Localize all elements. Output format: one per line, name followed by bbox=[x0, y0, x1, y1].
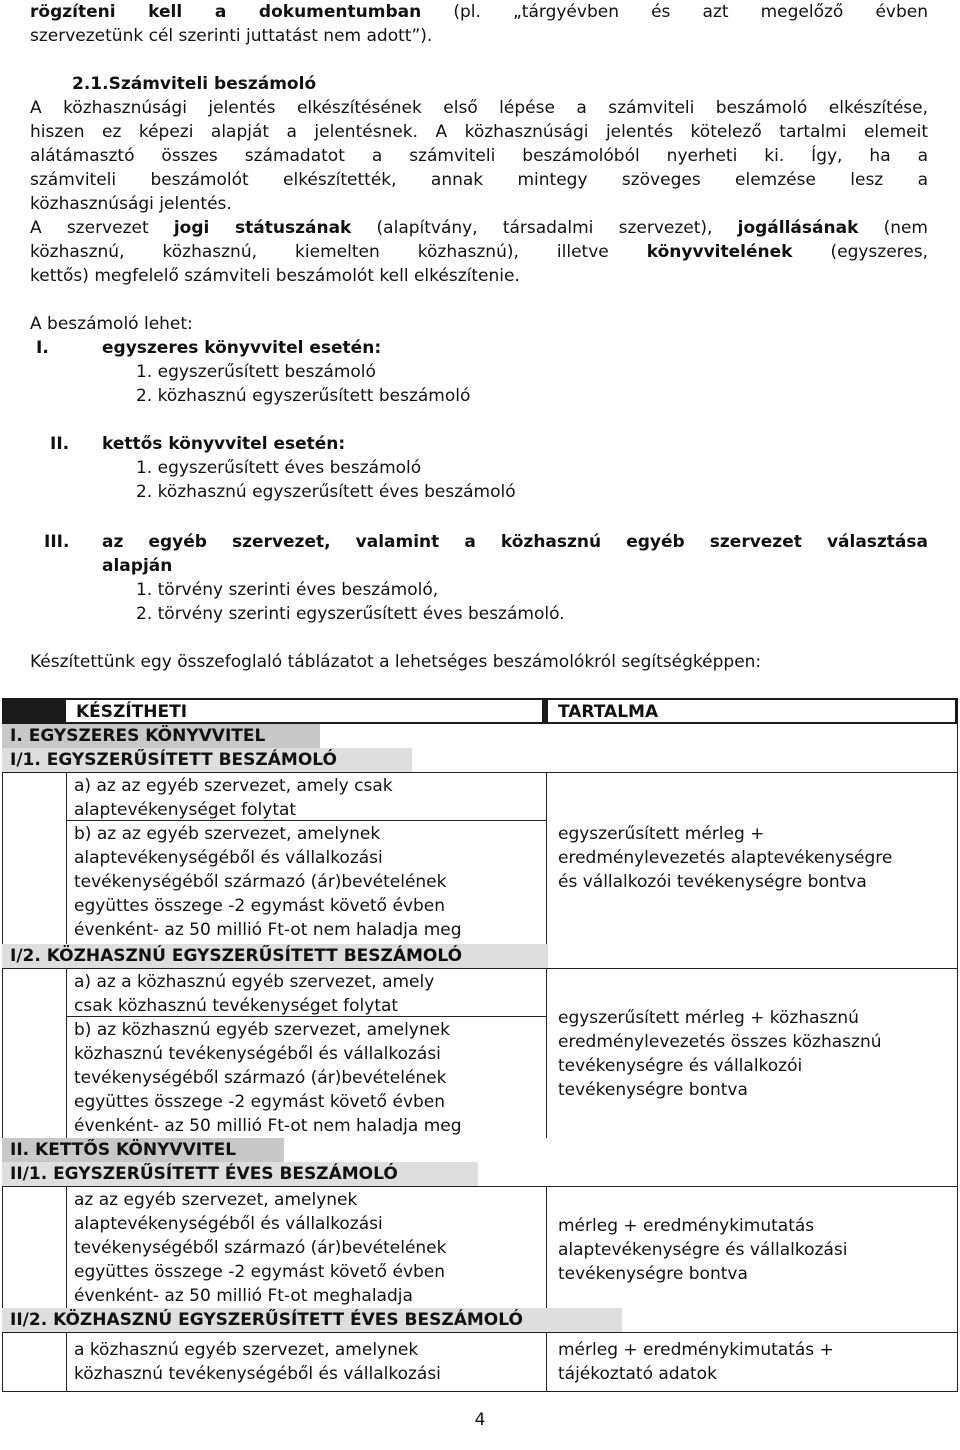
I1-content-line-2: eredménylevezetés alaptevékenységre bbox=[558, 848, 893, 868]
header-cell-tartalma: TARTALMA bbox=[548, 700, 955, 722]
I2-a-line-2: csak közhasznú tevékenységet folytat bbox=[74, 996, 399, 1016]
II1-content-line-2: alaptevékenységre és vállalkozási bbox=[558, 1240, 848, 1260]
col-divider bbox=[66, 968, 67, 1138]
group-title-3: az egyéb szervezet, valamint a közhasznú egyéb szervezet választása bbox=[102, 532, 928, 552]
group-numeral-2: II. bbox=[50, 434, 70, 454]
II1-line-2: alaptevékenységéből és vállalkozási bbox=[74, 1214, 383, 1234]
I2-a-line-1: a) az a közhasznú egyéb szervezet, amely bbox=[74, 972, 435, 992]
group-1-item-2: 2. közhasznú egyszerűsített beszámoló bbox=[136, 386, 471, 406]
section-row-I1: I/1. EGYSZERŰSÍTETT BESZÁMOLÓ bbox=[2, 748, 412, 772]
I2-b-line-5: évenként- az 50 millió Ft-ot nem haladja meg bbox=[74, 1116, 462, 1136]
summary-table bbox=[2, 698, 958, 1392]
group-3-item-1: 1. törvény szerinti éves beszámoló, bbox=[136, 580, 439, 600]
row-divider bbox=[2, 1186, 958, 1187]
section-row-II: II. KETTŐS KÖNYVVITEL bbox=[2, 1138, 284, 1162]
table-border-right bbox=[957, 698, 958, 1392]
group-numeral-3: III. bbox=[44, 532, 70, 552]
col-divider bbox=[66, 772, 67, 944]
col-divider bbox=[546, 1186, 547, 1308]
II1-line-1: az az egyéb szervezet, amelynek bbox=[74, 1190, 358, 1210]
group-title-1: egyszeres könyvvitel esetén: bbox=[102, 338, 382, 358]
I1-content-line-1: egyszerűsített mérleg + bbox=[558, 824, 765, 844]
I2-content-line-4: tevékenységre bontva bbox=[558, 1080, 748, 1100]
I2-b-line-3: tevékenységéből származó (ár)bevételének bbox=[74, 1068, 447, 1088]
group-title-3-cont: alapján bbox=[102, 556, 173, 576]
II1-content-line-1: mérleg + eredménykimutatás bbox=[558, 1216, 815, 1236]
group-2-item-2: 2. közhasznú egyszerűsített éves beszámoló bbox=[136, 482, 516, 502]
table-intro: Készítettünk egy összefoglaló táblázatot a lehetséges beszámolókról segítségképpen: bbox=[30, 652, 762, 672]
page-number: 4 bbox=[474, 1410, 486, 1430]
group-1-item-1: 1. egyszerűsített beszámoló bbox=[136, 362, 376, 382]
col-divider bbox=[66, 1332, 67, 1392]
intro-line-2: szervezetünk cél szerinti juttatást nem adott”). bbox=[30, 26, 433, 46]
col-divider bbox=[546, 968, 547, 1138]
I2-content-line-3: tevékenységre és vállalkozói bbox=[558, 1056, 803, 1076]
col-divider bbox=[546, 772, 547, 944]
col-divider bbox=[66, 1186, 67, 1308]
section-row-II1: II/1. EGYSZERŰSÍTETT ÉVES BESZÁMOLÓ bbox=[2, 1162, 478, 1186]
II2-content-line-2: tájékoztató adatok bbox=[558, 1364, 717, 1384]
I1-b-line-2: alaptevékenységéből és vállalkozási bbox=[74, 848, 383, 868]
I1-content-line-3: és vállalkozói tevékenységre bontva bbox=[558, 872, 867, 892]
I1-b-line-1: b) az az egyéb szervezet, amelynek bbox=[74, 824, 381, 844]
para2-line-1: A szervezet jogi státuszának (alapítvány, társadalmi szervezet), jogállásának (nem bbox=[30, 218, 928, 238]
I1-a-line-2: alaptevékenységet folytat bbox=[74, 800, 297, 820]
intro-text: (pl. „tárgyévben és azt megelőző évben bbox=[421, 2, 928, 22]
II2-line-1: a közhasznú egyéb szervezet, amelynek bbox=[74, 1340, 419, 1360]
II2-line-2: közhasznú tevékenységéből és vállalkozási bbox=[74, 1364, 441, 1384]
II1-line-5: évenként- az 50 millió Ft-ot meghaladja bbox=[74, 1286, 413, 1306]
para2-line-3: kettős) megfelelő számviteli beszámolót kell elkészítenie. bbox=[30, 266, 520, 286]
group-3-item-2: 2. törvény szerinti egyszerűsített éves beszámoló. bbox=[136, 604, 565, 624]
section-heading: 2.1.Számviteli beszámoló bbox=[72, 74, 317, 94]
I1-b-line-5: évenként- az 50 millió Ft-ot nem haladja meg bbox=[74, 920, 462, 940]
section-row-I2: I/2. KÖZHASZNÚ EGYSZERŰSÍTETT BESZÁMOLÓ bbox=[2, 944, 548, 968]
II1-line-4: együttes összege -2 egymást követő évben bbox=[74, 1262, 446, 1282]
I1-b-line-4: együttes összege -2 egymást követő évben bbox=[74, 896, 446, 916]
I2-content-line-2: eredménylevezetés összes közhasznú bbox=[558, 1032, 882, 1052]
row-divider bbox=[2, 968, 958, 969]
table-border-left bbox=[2, 698, 3, 1392]
II2-content-line-1: mérleg + eredménykimutatás + bbox=[558, 1340, 834, 1360]
header-cell-keszitheti: KÉSZÍTHETI bbox=[66, 700, 542, 722]
para1-line-3: alátámasztó összes számadatot a számviteli beszámolóból nyerheti ki. Így, ha a bbox=[30, 146, 928, 166]
II1-line-3: tevékenységéből származó (ár)bevételének bbox=[74, 1238, 447, 1258]
I1-a-line-1: a) az az egyéb szervezet, amely csak bbox=[74, 776, 393, 796]
I1-b-line-3: tevékenységéből származó (ár)bevételének bbox=[74, 872, 447, 892]
para1-line-4: számviteli beszámolót elkészítették, annak mintegy szöveges elemzése lesz a bbox=[30, 170, 928, 190]
list-intro: A beszámoló lehet: bbox=[30, 314, 193, 334]
group-title-2: kettős könyvvitel esetén: bbox=[102, 434, 346, 454]
section-row-II2: II/2. KÖZHASZNÚ EGYSZERŰSÍTETT ÉVES BESZÁMOLÓ bbox=[2, 1308, 622, 1332]
I2-content-line-1: egyszerűsített mérleg + közhasznú bbox=[558, 1008, 859, 1028]
table-border-bottom bbox=[2, 1391, 958, 1392]
I2-b-line-1: b) az közhasznú egyéb szervezet, amelynek bbox=[74, 1020, 450, 1040]
intro-bold-text: rögzíteni kell a dokumentumban bbox=[30, 2, 422, 22]
row-divider bbox=[2, 772, 958, 773]
col-divider bbox=[546, 1332, 547, 1392]
II1-content-line-3: tevékenységre bontva bbox=[558, 1264, 748, 1284]
row-divider bbox=[66, 820, 546, 821]
intro-line-1 bbox=[30, 0, 928, 24]
para1-line-1: A közhasznúsági jelentés elkészítésének első lépése a számviteli beszámoló elkészítése, bbox=[30, 98, 928, 118]
group-2-item-1: 1. egyszerűsített éves beszámoló bbox=[136, 458, 422, 478]
row-divider bbox=[2, 1332, 958, 1333]
row-divider bbox=[66, 1016, 546, 1017]
group-numeral-1: I. bbox=[36, 338, 49, 358]
I2-b-line-2: közhasznú tevékenységéből és vállalkozási bbox=[74, 1044, 441, 1064]
section-row-I: I. EGYSZERES KÖNYVVITEL bbox=[2, 724, 320, 748]
para1-line-2: hiszen ez képezi alapját a jelentésnek. A közhasznúsági jelentés kötelező tartalmi elemeit bbox=[30, 122, 928, 142]
para2-line-2: közhasznú, közhasznú, kiemelten közhasznú), illetve könyvvitelének (egyszeres, bbox=[30, 242, 928, 262]
para1-line-5: közhasznúsági jelentés. bbox=[30, 194, 232, 214]
I2-b-line-4: együttes összege -2 egymást követő évben bbox=[74, 1092, 446, 1112]
table-header-row bbox=[2, 698, 958, 724]
